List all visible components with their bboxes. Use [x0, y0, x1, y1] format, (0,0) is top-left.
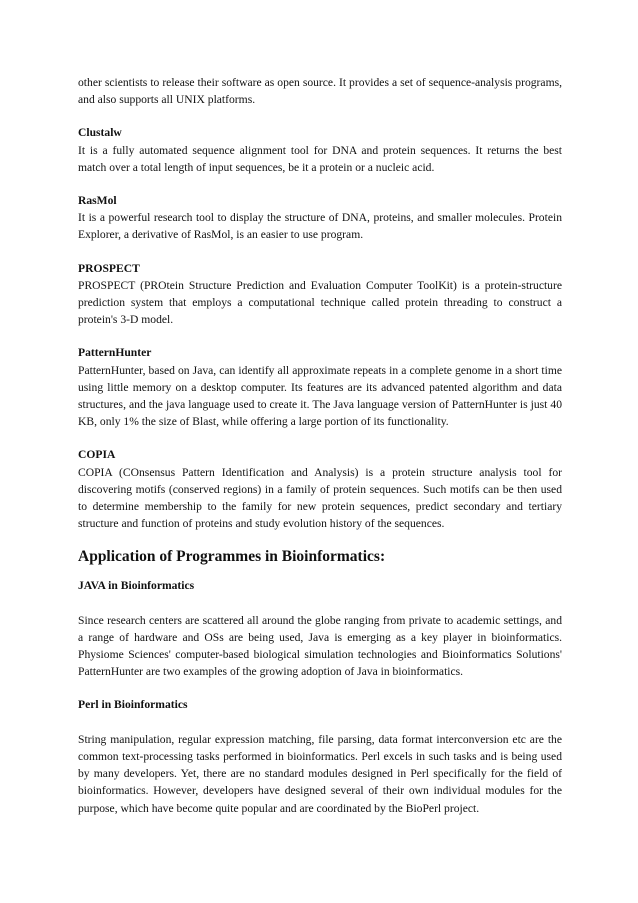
subsection-java [78, 577, 562, 680]
tool-entry-patternhunter [78, 344, 562, 430]
subsection-body: String manipulation, regular expression matching, file parsing, data format interconversion etc are the common text-processing tasks performed in bioinformatics. Perl excels in such tasks and is being used by many developers. Yet, there are no standard modules designed in Perl specifically for the field of bioinformatics. However, developers have designed several of their own individual modules for the purpose, which have become quite popular and are coordinated by the BioPerl project. [78, 732, 562, 815]
tool-title: PROSPECT [78, 261, 140, 275]
subsection-body: Since research centers are scattered all around the globe ranging from private to academic settings, and a range of hardware and OSs are being used, Java is emerging as a key player in bioinformatics. Physiome Sciences' computer-based biological simulation technologies and Bioinformatics Solutions' PatternHunter are two examples of the growing adoption of Java in bioinformatics. [78, 613, 562, 679]
intro-paragraph: other scientists to release their software as open source. It provides a set of sequence-analysis programs, and also supports all UNIX platforms. [78, 76, 562, 107]
subsection-title: Perl in Bioinformatics [78, 698, 188, 712]
tool-description: It is a powerful research tool to display the structure of DNA, proteins, and smaller molecules. Protein Explorer, a derivative of RasMol, is an easier to use program. [78, 211, 562, 242]
tool-entry-copia [78, 446, 562, 532]
intro-block [78, 74, 562, 108]
subsection-perl [78, 696, 562, 816]
section-heading: Application of Programmes in Bioinformatics: [78, 548, 386, 566]
tool-description: It is a fully automated sequence alignment tool for DNA and protein sequences. It returns the best match over a total length of input sequences, be it a protein or a nucleic acid. [78, 143, 562, 174]
tool-entry-clustalw [78, 124, 562, 176]
tool-entry-prospect [78, 260, 562, 329]
tool-title: COPIA [78, 448, 116, 462]
tool-description: COPIA (COnsensus Pattern Identification and Analysis) is a protein structure analysis tool for discovering motifs (conserved regions) in a family of protein sequences. Such motifs can be then used to determine membership to the family for new protein sequences, predict secondary and tertiary structure and function of proteins and study evolution history of the sequences. [78, 465, 562, 531]
tool-title: RasMol [78, 194, 117, 208]
tool-title: Clustalw [78, 126, 122, 140]
subsection-title: JAVA in Bioinformatics [78, 579, 195, 593]
tool-description: PROSPECT (PROtein Structure Prediction and Evaluation Computer ToolKit) is a protein-structure prediction system that employs a computational technique called protein threading to construct a protein's 3-D model. [78, 278, 562, 327]
tool-entry-rasmol [78, 192, 562, 244]
document-page [78, 74, 562, 833]
tool-description: PatternHunter, based on Java, can identify all approximate repeats in a complete genome in a short time using little memory on a desktop computer. Its features are its advanced patented algorithm and data structures, and the java language used to create it. The Java language version of PatternHunter is just 40 KB, only 1% the size of Blast, while offering a large portion of its functionality. [78, 363, 562, 429]
tool-title: PatternHunter [78, 346, 152, 360]
